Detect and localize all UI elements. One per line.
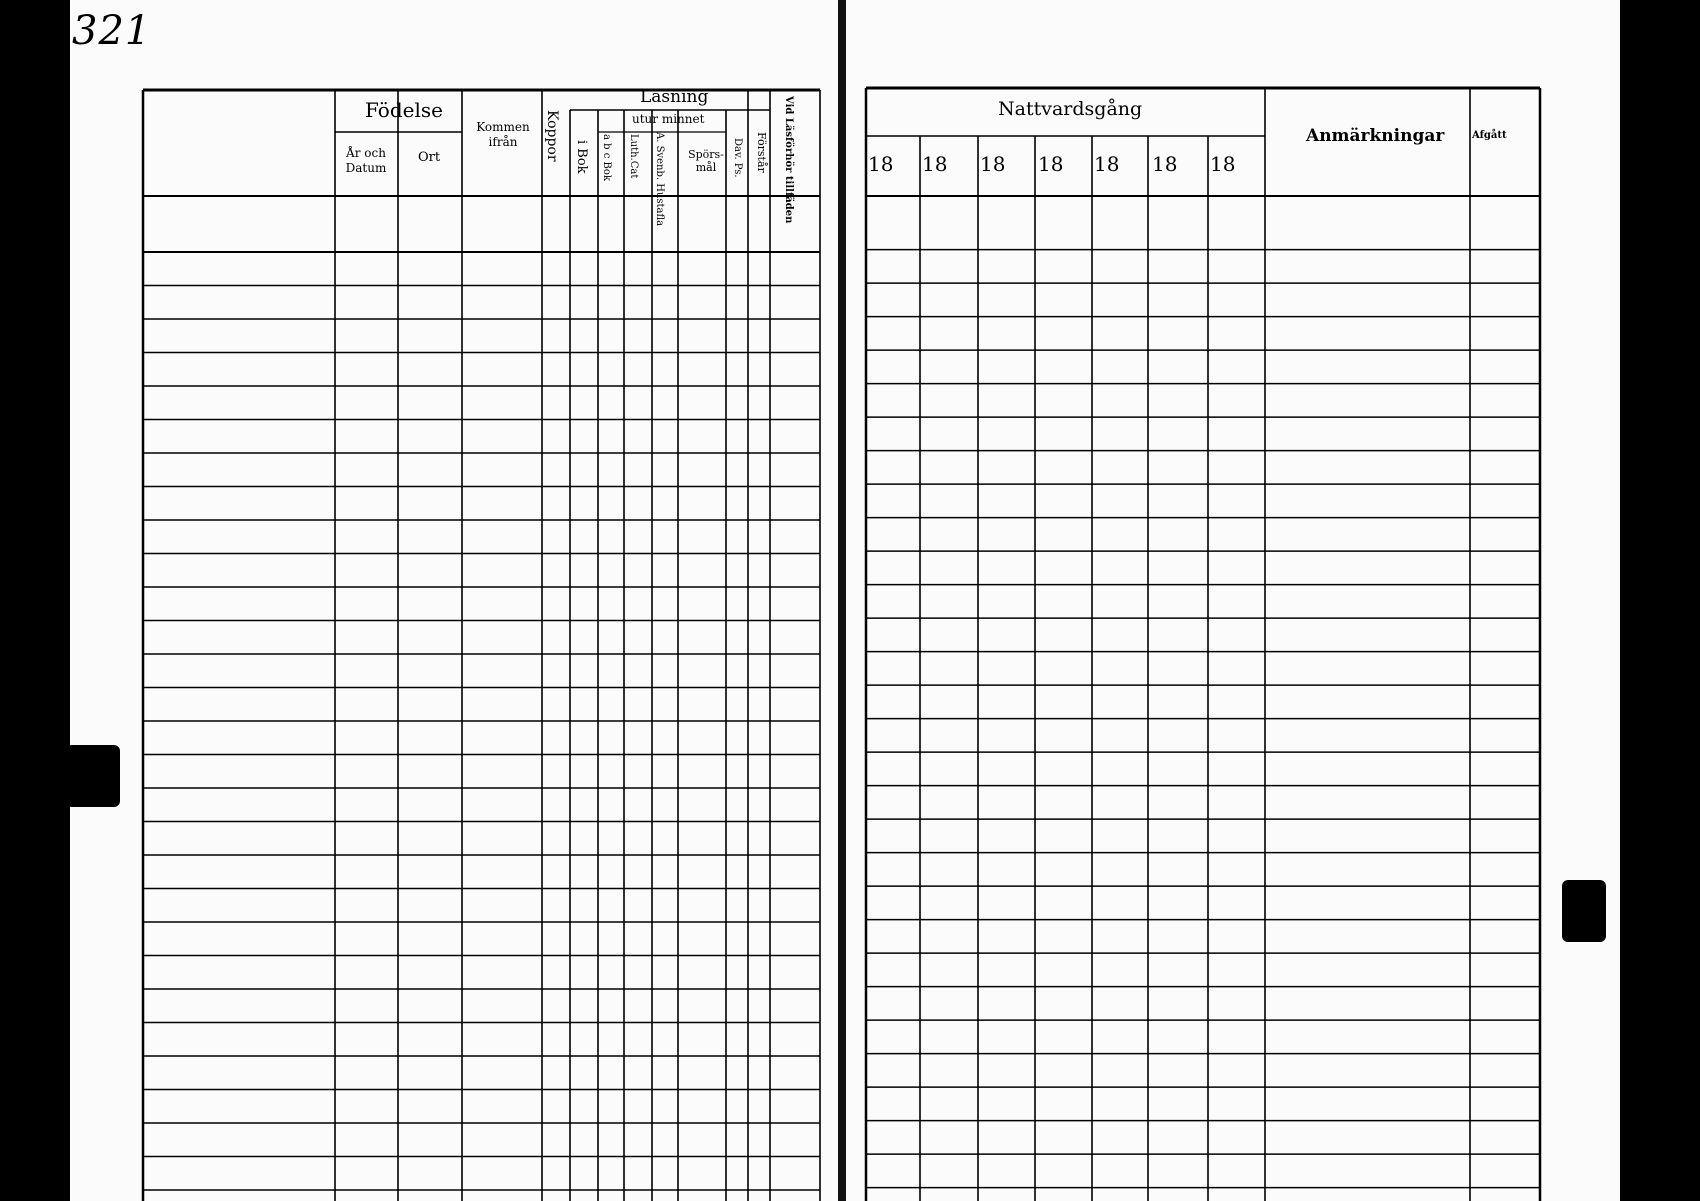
header-year-5: 18 (1094, 152, 1120, 176)
header-vid-lasforhor: Vid Läsförhör tillfäden (783, 96, 794, 224)
header-utur-minnet: utur minnet (632, 112, 705, 126)
header-anmarkningar: Anmärkningar (1306, 126, 1445, 146)
header-ar-och-datum: År och Datum (345, 146, 387, 175)
header-kommen-ifran: Kommen ifrån (476, 120, 530, 149)
header-year-2: 18 (922, 152, 948, 176)
header-year-7: 18 (1210, 152, 1236, 176)
header-afgatt: Afgått (1472, 130, 1507, 141)
header-year-4: 18 (1038, 152, 1064, 176)
page-number: 321 (72, 8, 152, 54)
header-year-1: 18 (868, 152, 894, 176)
header-luth-cat: Luth.Cat (628, 134, 639, 179)
header-year-3: 18 (980, 152, 1006, 176)
header-dav-ps: Dav. Ps. (732, 138, 743, 178)
header-fodelse: Födelse (365, 98, 443, 122)
header-a-svenb-hustafla: A. Svenb. Hustafla (654, 132, 665, 227)
header-i-bok: i Bok (574, 140, 589, 174)
header-abc-bok: a b c Bok (601, 134, 612, 181)
header-sporsmal: Spörs-mål (688, 148, 724, 174)
header-forstar: Förstår (755, 132, 768, 173)
header-year-6: 18 (1152, 152, 1178, 176)
header-nattvardsgang: Nattvardsgång (998, 98, 1143, 120)
header-ort: Ort (418, 150, 441, 165)
header-koppor: Koppor (544, 110, 560, 162)
header-lasning: Läsning (640, 87, 709, 107)
